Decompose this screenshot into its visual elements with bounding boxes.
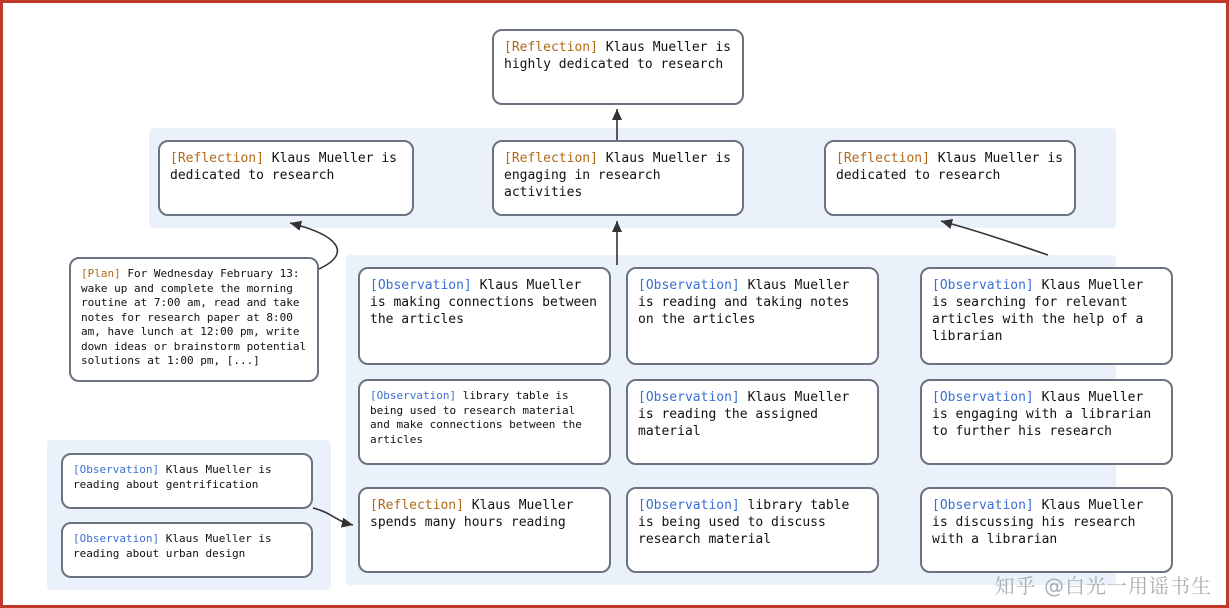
node-mid-reflection-right — [824, 140, 1076, 216]
node-obs-assigned-material — [626, 379, 879, 465]
node-obs-connections — [358, 267, 611, 365]
node-text: Klaus Mueller is dedicated to research — [836, 151, 1063, 184]
node-tag: [Reflection] — [504, 151, 606, 166]
node-text: Klaus Mueller is reading the assigned material — [638, 390, 850, 440]
node-tag: [Reflection] — [504, 40, 606, 55]
node-obs-library-table-connections — [358, 379, 611, 465]
node-tag: [Observation] — [370, 278, 480, 293]
node-tag: [Reflection] — [170, 151, 272, 166]
node-tag: [Observation] — [73, 532, 166, 545]
node-tag: [Observation] — [638, 278, 748, 293]
node-obs-urban-design — [61, 522, 313, 578]
node-text: Klaus Mueller is discussing his research with a librarian — [932, 498, 1144, 548]
node-tag: [Observation] — [73, 463, 166, 476]
node-obs-searching-articles — [920, 267, 1173, 365]
node-text: Klaus Mueller is searching for relevant articles with the help of a librarian — [932, 278, 1144, 345]
node-text: For Wednesday February 13: wake up and complete the morning routine at 7:00 am, read and take notes for research paper at 8:00 am, have lunch at 12:00 pm, write down ideas or brainstorm potential solutions at 1:00 pm, [...] — [81, 267, 307, 368]
node-text: Klaus Mueller is making connections between the articles — [370, 278, 597, 328]
node-text: Klaus Mueller is reading and taking notes on the articles — [638, 278, 850, 328]
node-plan — [69, 257, 319, 382]
node-text: Klaus Mueller is highly dedicated to research — [504, 40, 731, 73]
node-tag: [Reflection] — [836, 151, 938, 166]
node-obs-engaging-librarian — [920, 379, 1173, 465]
node-text: Klaus Mueller is engaging with a librarian to further his research — [932, 390, 1152, 440]
node-tag: [Observation] — [370, 389, 463, 402]
node-obs-reading-taking-notes — [626, 267, 879, 365]
node-tag: [Reflection] — [370, 498, 472, 513]
node-mid-reflection-left — [158, 140, 414, 216]
node-tag: [Observation] — [932, 498, 1042, 513]
node-tag: [Observation] — [638, 390, 748, 405]
node-tag: [Observation] — [638, 498, 748, 513]
node-text: library table is being used to research material and make connections between the articles — [370, 389, 582, 446]
node-obs-discussing-librarian — [920, 487, 1173, 573]
node-reflection-hours-reading — [358, 487, 611, 573]
node-obs-gentrification — [61, 453, 313, 509]
node-tag: [Observation] — [932, 278, 1042, 293]
node-text: Klaus Mueller is engaging in research activities — [504, 151, 731, 201]
node-text: Klaus Mueller is reading about gentrification — [73, 463, 272, 491]
node-text: Klaus Mueller is reading about urban design — [73, 532, 272, 560]
node-top-reflection — [492, 29, 744, 105]
node-obs-library-table-discuss — [626, 487, 879, 573]
node-text: Klaus Mueller spends many hours reading — [370, 498, 574, 531]
watermark: 知乎 @白光一用谣书生 — [994, 574, 1212, 598]
node-text: library table is being used to discuss research material — [638, 498, 850, 548]
node-mid-reflection-center — [492, 140, 744, 216]
node-tag: [Observation] — [932, 390, 1042, 405]
node-text: Klaus Mueller is dedicated to research — [170, 151, 397, 184]
node-tag: [Plan] — [81, 267, 128, 280]
